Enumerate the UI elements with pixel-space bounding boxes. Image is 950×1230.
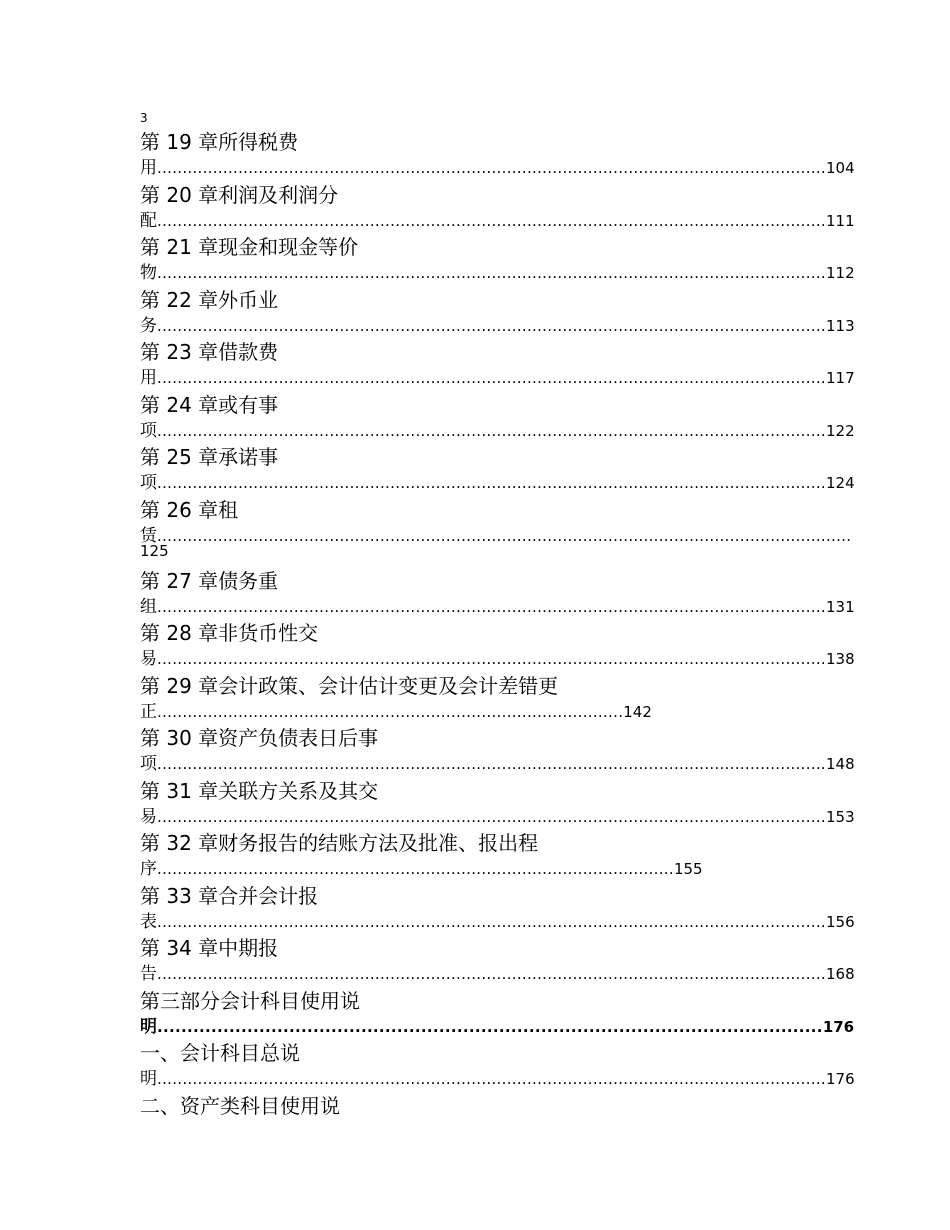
toc-entry-page-number: 142 [623,702,652,721]
toc-entry-title: 第 26 章租 [140,497,239,522]
toc-entry-title: 第 19 章所得税费 [140,130,299,154]
dot-leader: .................................................................................................................................... [157,316,826,335]
toc-entry-title: 第 22 章外币业 [140,287,279,312]
toc-entry-title-continuation: 组 [140,596,157,617]
dot-leader: ......................................................................................................................................... [157,526,852,545]
dot-leader: ............................................................................................................... [157,1017,823,1036]
toc-entry-page-number: 155 [673,860,703,878]
toc-entry-title: 第 27 章债务重 [140,568,279,593]
toc-entry-leader [140,857,855,881]
toc-entry-leader [140,962,855,986]
toc-entry-title: 一、会计科目总说 [140,1041,300,1065]
toc-entry-title-continuation: 表 [140,911,157,932]
toc-entry-title-continuation: 告 [140,964,157,984]
toc-entry-leader [140,647,855,671]
dot-leader: ...................................................................................................... [157,860,674,878]
toc-entry-title-continuation: 易 [140,649,157,669]
dot-leader: .................................................................................................................................... [157,159,826,177]
toc-entry-title: 第 32 章财务报告的结账方法及批准、报出程 [140,831,539,855]
toc-entry[interactable] [140,181,855,234]
toc-entry[interactable] [140,724,855,777]
toc-entry-title-continuation: 明 [140,1069,157,1089]
toc-entry-title-continuation: 物 [140,263,157,283]
toc-entry-leader [140,209,855,233]
toc-entry-title-continuation: 配 [140,210,157,231]
toc-entry[interactable] [140,882,855,935]
table-of-contents [140,128,855,1144]
toc-entry-page-number: 124 [825,474,855,492]
toc-entry[interactable] [140,829,855,882]
toc-entry-page-number: 125 [140,541,169,560]
toc-entry-page-number: 111 [825,211,855,230]
toc-entry[interactable] [140,672,855,725]
toc-entry-page-number: 138 [825,650,855,668]
toc-entry-title: 第 34 章中期报 [140,936,279,960]
toc-entry-leader [140,471,855,495]
toc-entry-leader [140,156,855,180]
toc-entry[interactable] [140,338,855,391]
toc-entry-page-number: 112 [825,264,855,282]
toc-entry-title: 第 30 章资产负债表日后事 [140,726,379,750]
toc-entry-page-number: 176 [825,1070,855,1088]
toc-entry-leader [140,752,855,776]
toc-entry-leader [140,910,855,934]
toc-entry-title-continuation: 明 [140,1016,157,1037]
toc-entry-title: 第 23 章借款费 [140,340,279,364]
toc-entry-title-continuation: 务 [140,315,157,336]
toc-entry-title: 第 20 章利润及利润分 [140,182,339,207]
toc-entry-title: 第 25 章承诺事 [140,445,279,469]
toc-entry-page-number: 131 [825,597,855,616]
toc-entry-title-continuation: 项 [140,754,157,774]
toc-entry[interactable] [140,1092,855,1145]
dot-leader: .................................................................................................................................... [157,474,826,492]
toc-entry-page-number: 176 [822,1017,855,1036]
toc-entry-page-number: 113 [825,316,855,335]
toc-entry-leader [140,261,855,285]
toc-entry-page-number: 168 [825,965,855,983]
dot-leader: .................................................................................................................................... [157,965,826,983]
dot-leader: .................................................................................................................................... [157,597,826,616]
toc-entry[interactable] [140,391,855,444]
toc-entry-title-continuation: 项 [140,473,157,493]
toc-entry-title: 第三部分会计科目使用说 [140,988,360,1013]
toc-entry-leader [140,700,855,724]
toc-entry[interactable] [140,619,855,672]
dot-leader: .................................................................................................................................... [157,755,826,773]
dot-leader: .................................................................................................................................... [157,369,826,387]
toc-entry-title: 第 28 章非货币性交 [140,621,319,645]
toc-entry-page-number: 156 [825,912,855,931]
toc-entry-title-continuation: 用 [140,368,157,388]
toc-entry-title: 第 21 章现金和现金等价 [140,235,359,259]
toc-entry-page-number: 148 [825,755,855,773]
toc-entry-title: 第 33 章合并会计报 [140,883,319,908]
toc-entry-leader [140,595,855,619]
toc-entry-page-number: 122 [825,421,855,440]
toc-entry[interactable] [140,128,855,181]
toc-entry-leader [140,524,855,548]
toc-entry-title: 第 24 章或有事 [140,392,279,417]
toc-entry-title-continuation: 正 [140,701,157,722]
toc-entry-leader [140,314,855,338]
dot-leader: .................................................................................................................................... [157,807,826,826]
page-number: 3 [140,111,148,125]
toc-entry-leader [140,419,855,443]
dot-leader: .................................................................................................................................... [157,211,826,230]
toc-entry[interactable] [140,934,855,987]
toc-entry-leader [140,366,855,390]
toc-entry[interactable] [140,1039,855,1092]
toc-entry[interactable] [140,987,855,1040]
toc-entry[interactable] [140,286,855,339]
dot-leader: .................................................................................................................................... [157,912,826,931]
toc-entry-title-continuation: 用 [140,158,157,178]
toc-entry-title-continuation: 序 [140,859,157,879]
toc-entry[interactable] [140,443,855,496]
toc-entry-title-continuation: 赁 [140,525,157,546]
dot-leader: .................................................................................................................................... [157,421,826,440]
toc-entry[interactable] [140,496,855,567]
toc-entry-page-number: 104 [825,159,855,177]
toc-entry[interactable] [140,567,855,620]
toc-entry-title: 第 31 章关联方关系及其交 [140,778,379,803]
toc-entry-title-continuation: 易 [140,806,157,827]
toc-entry[interactable] [140,777,855,830]
toc-entry-title: 第 29 章会计政策、会计估计变更及会计差错更 [140,673,559,698]
toc-entry-title: 二、资产类科目使用说 [140,1093,340,1118]
toc-entry[interactable] [140,233,855,286]
toc-entry-leader [140,805,855,829]
toc-entry-page-number: 117 [825,369,855,387]
toc-entry-title-continuation: 项 [140,420,157,441]
dot-leader: ............................................................................................ [157,702,624,721]
toc-entry-page-number: 153 [825,807,855,826]
toc-entry-leader [140,1015,855,1039]
toc-entry-leader [140,1067,855,1091]
dot-leader: .................................................................................................................................... [157,264,826,282]
dot-leader: .................................................................................................................................... [157,650,826,668]
dot-leader: .................................................................................................................................... [157,1070,826,1088]
